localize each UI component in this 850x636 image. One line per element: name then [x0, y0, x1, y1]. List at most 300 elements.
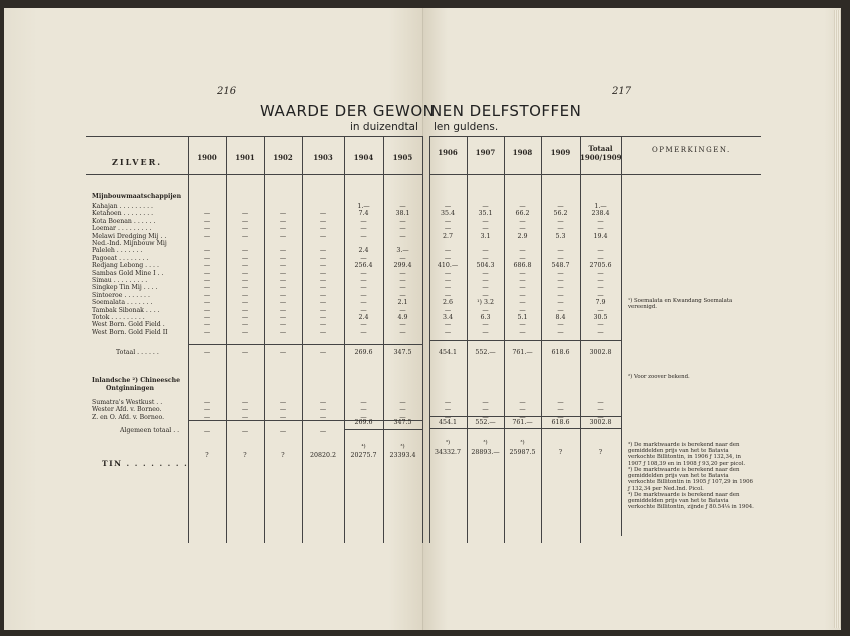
table-cell: — — [399, 217, 406, 225]
table-cell: 8.4 — [555, 314, 566, 321]
table-cell: 20820.2 — [309, 452, 337, 459]
table-cell: — — [319, 328, 327, 336]
table-cell: — — [319, 277, 327, 284]
table-cell: — — [241, 349, 249, 356]
table-cell: — — [482, 291, 489, 299]
table-cell: — — [203, 284, 211, 292]
table-cell: — — [203, 254, 211, 262]
table-cell: — — [241, 210, 249, 218]
tin-label: TIN . . . . . . . . — [102, 459, 189, 468]
table-cell: — — [279, 262, 287, 270]
table-cell: 618.6 — [551, 419, 570, 426]
table-cell: — — [557, 413, 564, 421]
table-cell: — — [444, 277, 452, 284]
table-cell: — — [519, 277, 526, 284]
section-heading: Inlandsche ²) Chineesche — [92, 377, 181, 384]
table-cell: — — [444, 269, 452, 277]
table-cell: — — [279, 349, 287, 356]
table-vline — [302, 136, 303, 543]
table-vline — [422, 136, 423, 543]
table-cell: — — [482, 203, 489, 210]
year-header: 1905 — [392, 153, 413, 162]
table-cell: — — [444, 254, 452, 262]
table-cell: — — [241, 321, 249, 329]
table-cell: 4.9 — [397, 314, 408, 321]
row-label: Kahajan . . . . . . . . . — [92, 203, 153, 210]
table-cell: — — [444, 203, 452, 210]
table-cell: — — [241, 428, 249, 435]
table-cell: — — [241, 328, 249, 336]
book-spread — [4, 8, 842, 632]
table-cell: — — [360, 413, 367, 421]
table-cell: — — [279, 428, 287, 435]
table-cell: — — [319, 428, 327, 435]
table-cell: — — [519, 299, 526, 307]
table-cell: — — [519, 225, 526, 233]
table-cell: — — [279, 277, 287, 284]
totaal-rule — [188, 344, 422, 345]
table-cell: — — [203, 399, 211, 406]
footnote-marker: ³) — [483, 440, 488, 446]
table-header-top-rule — [429, 136, 761, 137]
table-cell: — — [279, 284, 287, 292]
table-cell: — — [444, 413, 452, 421]
table-cell: 3002.8 — [589, 419, 612, 426]
table-cell: — — [360, 269, 367, 277]
table-cell: 20275.7 — [350, 452, 377, 459]
table-cell: — — [597, 225, 604, 233]
table-cell: 2.4 — [358, 247, 369, 255]
year-header: 1908 — [512, 148, 533, 157]
row-label: Soemalata . . . . . . . — [92, 299, 153, 307]
table-cell: — — [399, 328, 406, 336]
table-cell: 5.1 — [517, 314, 528, 321]
row-label: Ketahoen . . . . . . . . — [92, 210, 154, 218]
year-header: 1907 — [475, 148, 496, 157]
table-cell: 269.6 — [354, 349, 373, 356]
table-cell: — — [482, 413, 489, 421]
table-cell: — — [444, 284, 452, 292]
table-cell: — — [597, 399, 604, 406]
table-cell: — — [399, 225, 406, 233]
table-cell: — — [399, 277, 406, 284]
table-cell: 552.— — [475, 419, 496, 426]
table-cell: 2.6 — [442, 299, 453, 307]
table-cell: — — [360, 225, 367, 233]
table-cell: 269.6 — [354, 419, 373, 426]
table-cell: — — [399, 406, 406, 414]
table-cell: — — [482, 406, 489, 414]
table-cell: — — [279, 299, 287, 307]
table-cell: — — [241, 406, 249, 414]
table-cell: — — [319, 225, 327, 233]
table-cell: — — [279, 314, 287, 321]
title-right: NEN DELFSTOFFEN — [431, 102, 582, 120]
table-cell: — — [399, 203, 406, 210]
table-cell: — — [319, 269, 327, 277]
table-cell: — — [519, 284, 526, 292]
table-cell: — — [319, 413, 327, 421]
page-number-right: 217 — [612, 86, 632, 97]
table-cell: — — [360, 277, 367, 284]
section-heading: Ontginningen — [106, 385, 155, 392]
table-cell: — — [241, 314, 249, 321]
table-cell: — — [399, 306, 406, 314]
table-cell: — — [557, 254, 564, 262]
table-vline — [264, 136, 265, 543]
table-cell: — — [519, 321, 526, 329]
table-vline — [188, 136, 189, 543]
table-cell: — — [482, 306, 489, 314]
table-cell: 454.1 — [438, 349, 458, 356]
table-cell: — — [597, 217, 604, 225]
table-cell: — — [597, 406, 604, 414]
table-cell: 25987.5 — [509, 449, 536, 456]
table-cell: — — [482, 399, 489, 406]
table-cell: — — [557, 406, 564, 414]
algemeen-rule — [429, 416, 621, 417]
year-header: 1901 — [235, 153, 255, 162]
table-vline — [621, 136, 622, 536]
remark-note: ⁴) De marktwaarde is berekend naar den gemiddelden prijs van het te Batavia verkochte Billitontin, zijnde ƒ 80.54⅛ in 1904. — [628, 492, 754, 511]
table-cell: — — [519, 291, 526, 299]
table-cell: 66.2 — [515, 210, 530, 218]
row-label: Tambak Sibonak . . . . — [92, 306, 160, 314]
table-cell: 7.9 — [595, 299, 606, 307]
row-label: Redjang Lebong . . . . — [92, 262, 159, 270]
table-cell: — — [319, 314, 327, 321]
row-label: Ned.-Ind. Mijnbouw Mij — [92, 240, 167, 247]
table-cell: — — [203, 321, 211, 329]
table-cell: 5.3 — [555, 232, 566, 240]
table-cell: — — [241, 262, 249, 270]
table-cell: — — [241, 277, 249, 284]
table-cell: — — [360, 399, 367, 406]
table-cell: — — [519, 254, 526, 262]
table-vline — [344, 136, 345, 543]
table-cell: — — [557, 328, 564, 336]
table-cell: — — [597, 321, 604, 329]
table-cell: — — [203, 232, 211, 240]
table-cell: 761.— — [512, 349, 533, 356]
table-cell: ? — [558, 449, 563, 456]
table-cell: — — [241, 399, 249, 406]
table-cell: — — [444, 247, 452, 255]
table-cell: 410.— — [437, 262, 459, 270]
table-cell: ¹) 3.2 — [477, 299, 494, 307]
table-cell: — — [360, 284, 367, 292]
table-cell: 19.4 — [593, 232, 608, 240]
table-cell: — — [399, 232, 406, 240]
table-cell: — — [203, 349, 211, 356]
year-header: 1902 — [273, 153, 293, 162]
row-label: Singkep Tin Mij . . . . — [92, 284, 158, 292]
row-label: Simau . . . . . . . . . — [92, 277, 148, 284]
table-cell: 3002.8 — [589, 349, 612, 356]
table-cell: 618.6 — [551, 349, 570, 356]
table-cell: — — [399, 269, 406, 277]
row-label: Pagoeat . . . . . . . . — [92, 254, 149, 262]
table-cell: — — [360, 291, 367, 299]
row-label: Totaal . . . . . . — [116, 349, 159, 356]
table-vline — [383, 136, 384, 543]
row-label: Sintoeroe . . . . . . . — [92, 291, 150, 299]
table-cell: — — [319, 284, 327, 292]
table-cell: 548.7 — [551, 262, 570, 270]
table-cell: 6.3 — [480, 314, 491, 321]
table-cell: — — [279, 306, 287, 314]
table-cell: — — [519, 406, 526, 414]
table-cell: — — [557, 321, 564, 329]
remark-note: ¹) Soemalata en Kwandang Soemalata vereenigd. — [628, 298, 733, 311]
remark-note: ²) Voor zoover bekend. — [628, 374, 690, 380]
table-cell: — — [519, 328, 526, 336]
table-cell: — — [519, 306, 526, 314]
row-label: Sumatra's Westkust . . — [92, 399, 163, 406]
table-cell: — — [319, 217, 327, 225]
table-cell: — — [444, 328, 452, 336]
footnote-marker: ³) — [520, 440, 525, 446]
table-cell: — — [203, 406, 211, 414]
year-header: 1906 — [438, 148, 458, 157]
table-cell: — — [319, 262, 327, 270]
table-cell: — — [557, 306, 564, 314]
table-cell: — — [203, 217, 211, 225]
opmerkingen-header: OPMERKINGEN. — [652, 146, 731, 154]
table-cell: 3.— — [396, 247, 409, 255]
table-cell: — — [557, 299, 564, 307]
table-cell: — — [203, 291, 211, 299]
table-cell: — — [519, 247, 526, 255]
table-cell: — — [597, 269, 604, 277]
table-header-top-rule — [86, 136, 422, 137]
table-cell: — — [557, 225, 564, 233]
table-cell: — — [241, 217, 249, 225]
table-cell: — — [241, 284, 249, 292]
table-cell: — — [319, 291, 327, 299]
table-cell: — — [482, 217, 489, 225]
table-cell: 761.— — [512, 419, 533, 426]
table-cell: — — [203, 247, 211, 255]
table-cell: — — [557, 291, 564, 299]
table-cell: 2.7 — [442, 232, 453, 240]
table-cell: — — [203, 413, 211, 421]
zilver-label: ZILVER. — [112, 157, 162, 167]
totaal-header: 1900/1909 — [580, 153, 622, 162]
table-cell: — — [279, 225, 287, 233]
table-cell: — — [597, 254, 604, 262]
table-cell: — — [360, 321, 367, 329]
table-cell: 7.4 — [358, 210, 369, 218]
table-cell: — — [482, 277, 489, 284]
algemeen-bottom-rule — [344, 429, 422, 430]
year-header: 1903 — [313, 153, 333, 162]
table-cell: 347.5 — [393, 349, 412, 356]
table-cell: 3.4 — [442, 314, 453, 321]
table-cell: — — [360, 328, 367, 336]
table-cell: — — [482, 269, 489, 277]
table-cell: 35.1 — [478, 210, 493, 218]
table-cell: — — [482, 247, 489, 255]
table-cell: — — [319, 247, 327, 255]
table-cell: — — [597, 247, 604, 255]
table-cell: 35.4 — [440, 210, 456, 218]
row-label: Algemeen totaal . . — [120, 427, 180, 434]
table-cell: — — [444, 399, 452, 406]
table-cell: 3.1 — [480, 232, 491, 240]
table-cell: — — [399, 284, 406, 292]
table-cell: — — [399, 321, 406, 329]
table-cell: — — [279, 217, 287, 225]
table-cell: — — [279, 399, 287, 406]
table-cell: — — [557, 277, 564, 284]
table-cell: 504.3 — [476, 262, 495, 270]
table-cell: — — [203, 314, 211, 321]
table-cell: — — [557, 247, 564, 255]
table-cell: 38.1 — [395, 210, 410, 218]
year-header: 1904 — [353, 153, 374, 162]
table-cell: — — [444, 406, 452, 414]
table-cell: — — [279, 210, 287, 218]
totaal-rule — [429, 340, 621, 341]
remark-note: ³) De marktwaarde is berekend naar den gemiddelden prijs van het te Batavia verkochte Billitontin in 1905 ƒ 107,29 in 1906 ƒ 132,34 per Ned.Ind. Picol. — [628, 467, 753, 492]
table-cell: — — [203, 269, 211, 277]
table-cell: — — [319, 254, 327, 262]
table-cell: 1.— — [357, 203, 370, 210]
table-cell: — — [519, 203, 526, 210]
table-cell: 256.4 — [354, 262, 373, 270]
table-cell: — — [319, 399, 327, 406]
table-cell: — — [482, 225, 489, 233]
table-vline — [226, 136, 227, 543]
section-heading: Mijnbouwmaatschappijen — [92, 193, 182, 200]
table-cell: — — [557, 203, 564, 210]
table-cell: — — [519, 269, 526, 277]
table-cell: — — [360, 254, 367, 262]
table-cell: — — [557, 399, 564, 406]
table-cell: — — [203, 428, 211, 435]
table-cell: 56.2 — [553, 210, 568, 218]
table-cell: — — [203, 210, 211, 218]
table-cell: — — [399, 254, 406, 262]
table-cell: — — [360, 406, 367, 414]
table-cell: 30.5 — [593, 314, 608, 321]
table-cell: — — [399, 413, 406, 421]
table-cell: — — [597, 328, 604, 336]
table-cell: — — [597, 413, 604, 421]
footnote-marker: ³) — [400, 444, 405, 450]
table-cell: — — [444, 291, 452, 299]
table-cell: — — [557, 217, 564, 225]
page-number-left: 216 — [217, 86, 237, 97]
totaal-header: Totaal — [588, 144, 613, 153]
table-cell: — — [279, 321, 287, 329]
table-cell: — — [319, 349, 327, 356]
table-cell: — — [279, 291, 287, 299]
row-label: Sambas Gold Mine I . . — [92, 269, 164, 277]
table-cell: ? — [243, 452, 247, 459]
table-cell: — — [319, 232, 327, 240]
table-cell: — — [482, 284, 489, 292]
table-header-bottom-rule — [429, 174, 761, 175]
year-header: 1909 — [550, 148, 571, 157]
table-cell: — — [241, 306, 249, 314]
table-cell: — — [319, 321, 327, 329]
row-label: Kota Boenan . . . . . . — [92, 217, 156, 225]
table-cell: — — [241, 299, 249, 307]
table-cell: — — [279, 328, 287, 336]
table-cell: — — [203, 328, 211, 336]
table-cell: — — [360, 299, 367, 307]
table-cell: 1.— — [594, 203, 607, 210]
subtitle-right: len guldens. — [434, 121, 499, 133]
row-label: Totok . . . . . . . . . — [92, 314, 145, 321]
table-cell: — — [241, 269, 249, 277]
table-cell: — — [241, 247, 249, 255]
table-cell: — — [399, 291, 406, 299]
table-cell: — — [203, 306, 211, 314]
table-cell: — — [203, 277, 211, 284]
footnote-marker: ⁴) — [361, 444, 366, 450]
table-cell: — — [519, 399, 526, 406]
table-cell: 552.— — [475, 349, 496, 356]
table-cell: — — [597, 284, 604, 292]
table-cell: — — [279, 247, 287, 255]
table-cell: — — [203, 262, 211, 270]
table-cell: 2.1 — [397, 299, 408, 307]
row-label: West Born. Gold Field II — [92, 328, 168, 336]
table-cell: ? — [281, 452, 285, 459]
table-cell: — — [597, 291, 604, 299]
row-label: Wester Afd. v. Borneo. — [92, 406, 162, 414]
table-cell: — — [279, 232, 287, 240]
table-cell: 2.9 — [517, 232, 528, 240]
table-cell: — — [203, 225, 211, 233]
table-cell: — — [241, 254, 249, 262]
table-cell: — — [279, 413, 287, 421]
row-label: Melawi Dredging Mij . . — [92, 232, 167, 240]
table-cell: — — [360, 306, 367, 314]
table-cell: — — [482, 254, 489, 262]
remark-note: ³) De marktwaarde is berekend naar den gemiddelden prijs van het te Batavia verkochte Billitontin, in 1906 ƒ 132,34, in 1907 ƒ 108,39 en in 1908 ƒ 93,20 per picol. — [628, 442, 746, 467]
table-cell: — — [360, 217, 367, 225]
table-cell: — — [444, 321, 452, 329]
table-cell: — — [279, 269, 287, 277]
table-cell: — — [444, 217, 452, 225]
footnote-marker: ³) — [445, 440, 451, 446]
subtitle-left: in duizendtal — [350, 121, 418, 133]
table-cell: — — [399, 399, 406, 406]
row-label: Paleleh . . . . . . . — [92, 247, 143, 255]
title-left: WAARDE DER GEWON — [260, 102, 435, 120]
table-cell: 454.1 — [438, 419, 458, 426]
table-cell: 28893.— — [471, 449, 500, 456]
table-cell: — — [482, 321, 489, 329]
table-cell: — — [597, 306, 604, 314]
table-cell: — — [597, 277, 604, 284]
table-cell: — — [360, 232, 367, 240]
table-cell: — — [319, 299, 327, 307]
table-cell: — — [241, 413, 249, 421]
row-label: West Born. Gold Field . — [92, 321, 165, 329]
year-header: 1900 — [197, 153, 217, 162]
table-cell: 686.8 — [513, 262, 532, 270]
table-cell: 347.5 — [393, 419, 412, 426]
table-cell: ? — [598, 449, 603, 456]
table-cell: — — [482, 328, 489, 336]
table-cell: 2705.6 — [589, 262, 612, 270]
table-cell: — — [319, 406, 327, 414]
